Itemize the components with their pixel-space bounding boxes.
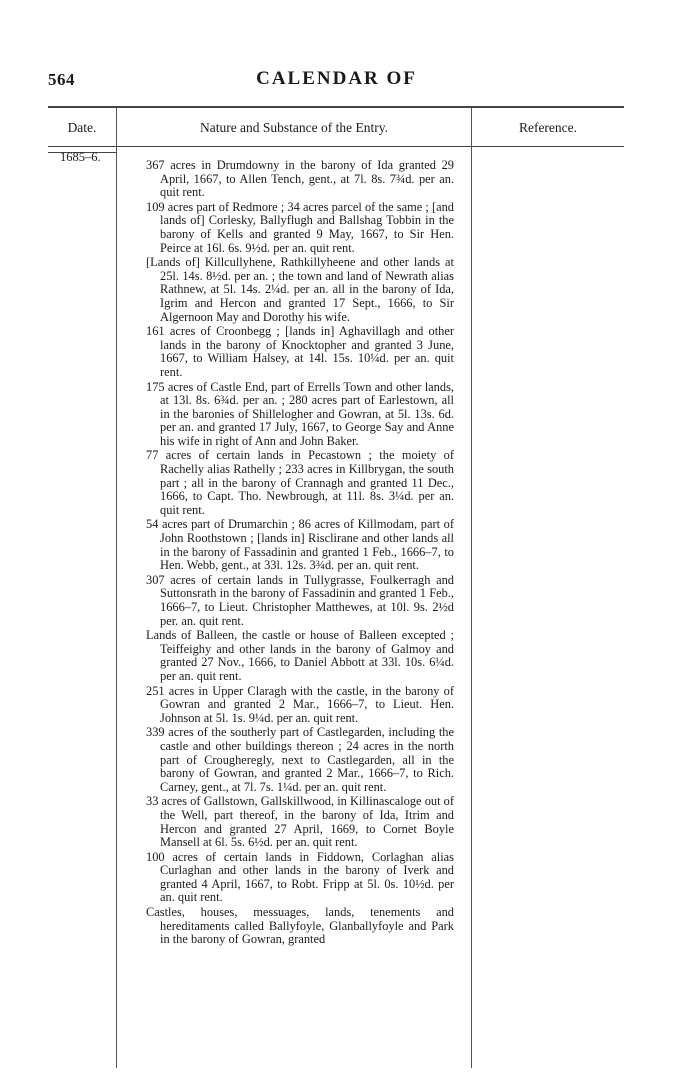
nature-column-header: Nature and Substance of the Entry. [199, 120, 389, 135]
header-rule [48, 146, 624, 147]
entry-item: 77 acres of certain lands in Pecastown ; the moiety of Rachelly alias Rathelly ; 233 acres in Killbrygan, the south part ; all in the barony of Crannagh and granted 11 Dec., 1666, to Capt. Tho. Newbrough, at 11l. 8s. 3¼d. per an. quit rent. [146, 448, 454, 517]
entry-item: [Lands of] Killcullyhene, Rathkillyheene and other lands at 25l. 14s. 8½d. per an. ; the town and land of Newrath alias Rathnew, at 5l. 14s. 2¼d. per an. all in the barony of Ida, Igrim and Hercon and granted 17 Sept., 1666, to Sir Algernoon May and Dorothy his wife. [146, 255, 454, 324]
entry-item: 367 acres in Drumdowny in the barony of Ida granted 29 April, 1667, to Allen Tench, gent., at 7l. 8s. 7¾d. per an. quit rent. [146, 158, 454, 200]
entry-item: 33 acres of Gallstown, Gallskillwood, in Killinascaloge out of the Well, part thereof, in the barony of Ida, Itrim and Hercon and granted 27 April, 1669, to Cornet Boyle Mansell at 6l. 5s. 6½d. per an. quit rent. [146, 794, 454, 850]
entry-item: 175 acres of Castle End, part of Errells Town and other lands, at 13l. 8s. 6¾d. per an. ; 280 acres part of Earlestown, all in the baronies of Shillelogher and Gowran, at 5l. 13s. 6d. per an. and granted 17 July, 1667, to George Say and Anne his wife in right of Ann and John Baker. [146, 379, 454, 448]
date-cell: 1685–6. [60, 150, 101, 164]
reference-column-header: Reference. [518, 120, 578, 135]
entry-item: 54 acres part of Drumarchin ; 86 acres of Killmodam, part of John Roothstown ; [lands in] Risclirane and other lands all in the barony of Fassadinin and granted 1 Feb., 1666–7, to Hen. Webb, gent., at 33l. 12s. 3¾d. per an. quit rent. [146, 517, 454, 573]
entry-item: 307 acres of certain lands in Tullygrasse, Foulkerragh and Suttonsrath in the barony of Fassadinin and granted 1 Feb., 1666–7, to Lieut. Christopher Matthewes, at 10l. 9s. 2½d per. an. quit rent. [146, 572, 454, 628]
entry-item: 100 acres of certain lands in Fiddown, Corlaghan alias Curlaghan and other lands in the barony of Iverk and granted 4 April, 1667, to Robt. Fripp at 5l. 0s. 10½d. per an. quit rent. [146, 849, 454, 905]
entry-item: Castles, houses, messuages, lands, tenements and hereditaments called Ballyfoyle, Glanballyfoyle and Park in the barony of Gowran, granted [146, 905, 454, 947]
column-divider-right [471, 108, 472, 1068]
entry-item: 251 acres in Upper Claragh with the castle, in the barony of Gowran and granted 2 Mar., 1666–7, to Lieut. Hen. Johnson at 5l. 1s. 9¼d. per an. quit rent. [146, 683, 454, 725]
entry-item: 339 acres of the southerly part of Castlegarden, including the castle and other buildings thereon ; 24 acres in the north part of Crougheregly, next to Castlegarden, all in the barony of Gowran, and granted 2 Mar., 1666–7, to Rich. Carney, gent., at 7l. 7s. 1¼d. per an. quit rent. [146, 725, 454, 794]
entry-item: 161 acres of Croonbegg ; [lands in] Aghavillagh and other lands in the barony of Knocktopher and granted 3 June, 1667, to William Halsey, at 14l. 15s. 10¼d. per an. quit rent. [146, 324, 454, 379]
top-rule [48, 106, 624, 108]
entry-item: 109 acres part of Redmore ; 34 acres parcel of the same ; [and lands of] Corlesky, Ballyflugh and Ballshag Tobbin in the barony of Kells and granted 9 May, 1667, to Sir Hen. Peirce at 16l. 6s. 9½d. per an. quit rent. [146, 199, 454, 255]
page-number: 564 [48, 70, 75, 89]
running-title: CALENDAR OF [256, 68, 417, 89]
entries-column [146, 159, 454, 948]
entry-item: Lands of Balleen, the castle or house of Balleen excepted ; Teiffeighy and other lands in the barony of Galmoy and granted 27 Nov., 1666, to Daniel Abbott at 33l. 10s. 6¼d. per an. quit rent. [146, 628, 454, 683]
date-column-header: Date. [67, 120, 97, 135]
column-divider-left [116, 108, 117, 1068]
